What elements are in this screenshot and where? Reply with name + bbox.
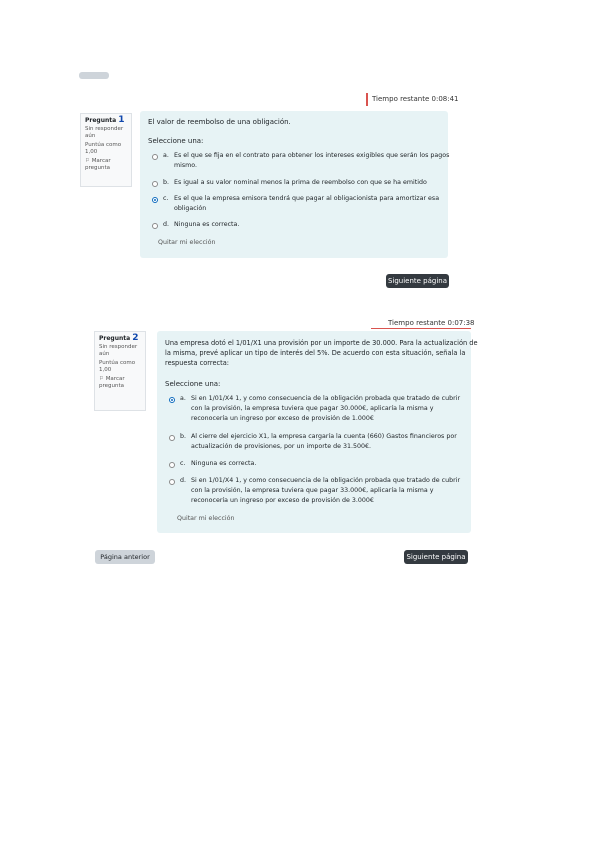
- question-label: Pregunta: [85, 117, 117, 124]
- option-b-letter: b.: [163, 179, 169, 186]
- previous-page-button[interactable]: Página anterior: [95, 550, 155, 564]
- option-a-radio[interactable]: [169, 397, 175, 403]
- timer-underline: [371, 328, 471, 329]
- option-c-text[interactable]: Ninguna es correcta.: [191, 460, 257, 467]
- question-points: Puntúa como 1,00: [99, 360, 136, 373]
- option-d-letter: d.: [180, 477, 186, 484]
- question-content-panel: [157, 331, 478, 533]
- question-content-panel: [140, 111, 448, 258]
- question-text: Una empresa dotó el 1/01/X1 una provisión por un importe de 30.000. Para la actualización de la misma, prevé aplicar un tipo de interés del 5%. De acuerdo con esta situación, señala la respuesta correcta:: [165, 339, 478, 367]
- question-info-box: [94, 331, 146, 411]
- option-c-radio[interactable]: [152, 197, 158, 203]
- flag-question-link[interactable]: ⚐ Marcar pregunta: [99, 376, 125, 389]
- option-a-letter: a.: [180, 395, 186, 402]
- option-b-letter: b.: [180, 433, 186, 440]
- question-status: Sin responder aún: [85, 126, 124, 139]
- flag-icon: ⚐: [85, 158, 90, 164]
- top-nav-pill[interactable]: [79, 72, 109, 79]
- option-d-text[interactable]: Si en 1/01/X4 1, y como consecuencia de la obligación probada que tratado de cubrir con la provisión, la empresa tuviera que pagar 33.000€, aplicaría la misma y reconocería un ingreso por exceso de provisión de 3.000€: [191, 477, 461, 504]
- option-b-text[interactable]: Es igual a su valor nominal menos la prima de reembolso con que se ha emitido: [174, 179, 427, 186]
- option-c-text[interactable]: Es el que la empresa emisora tendrá que pagar al obligacionista para amortizar esa obligación: [174, 195, 440, 212]
- question-label: Pregunta: [99, 335, 131, 342]
- next-page-button[interactable]: Siguiente página: [404, 550, 468, 564]
- next-page-button[interactable]: Siguiente página: [386, 274, 449, 288]
- time-remaining: Tiempo restante 0:07:38: [388, 319, 475, 327]
- select-one-label: Seleccione una:: [165, 380, 221, 388]
- option-a-radio[interactable]: [152, 154, 158, 160]
- question-status: Sin responder aún: [99, 344, 138, 357]
- clear-choice-link[interactable]: Quitar mi elección: [177, 515, 235, 522]
- option-c-letter: c.: [180, 460, 186, 467]
- question-number: 1: [118, 115, 125, 125]
- option-d-radio[interactable]: [152, 223, 158, 229]
- option-b-text[interactable]: Al cierre del ejercicio X1, la empresa cargaría la cuenta (660) Gastos financieros por actualización de provisiones, por un importe de 31.500€.: [191, 433, 457, 450]
- option-d-radio[interactable]: [169, 479, 175, 485]
- option-c-radio[interactable]: [169, 462, 175, 468]
- time-remaining: Tiempo restante 0:08:41: [366, 93, 454, 106]
- option-a-text[interactable]: Es el que se fija en el contrato para obtener los intereses exigibles que serán los pagos mismo.: [174, 152, 450, 169]
- option-a-letter: a.: [163, 152, 169, 159]
- question-info-box: [80, 113, 132, 187]
- option-a-text[interactable]: Si en 1/01/X4 1, y como consecuencia de la obligación probada que tratado de cubrir con la provisión, la empresa tuviera que pagar 30.000€, aplicaría la misma y reconocería un ingreso por exceso de provisión de 1.000€: [191, 395, 461, 422]
- option-c-letter: c.: [163, 195, 169, 202]
- option-b-radio[interactable]: [169, 435, 175, 441]
- option-d-text[interactable]: Ninguna es correcta.: [174, 221, 240, 228]
- option-d-letter: d.: [163, 221, 169, 228]
- question-number: 2: [132, 333, 139, 343]
- flag-icon: ⚐: [99, 376, 104, 382]
- select-one-label: Seleccione una:: [148, 137, 204, 145]
- flag-question-link[interactable]: ⚐ Marcar pregunta: [85, 158, 111, 171]
- question-points: Puntúa como 1,00: [85, 142, 122, 155]
- clear-choice-link[interactable]: Quitar mi elección: [158, 239, 216, 246]
- option-b-radio[interactable]: [152, 181, 158, 187]
- question-text: El valor de reembolso de una obligación.: [148, 118, 291, 126]
